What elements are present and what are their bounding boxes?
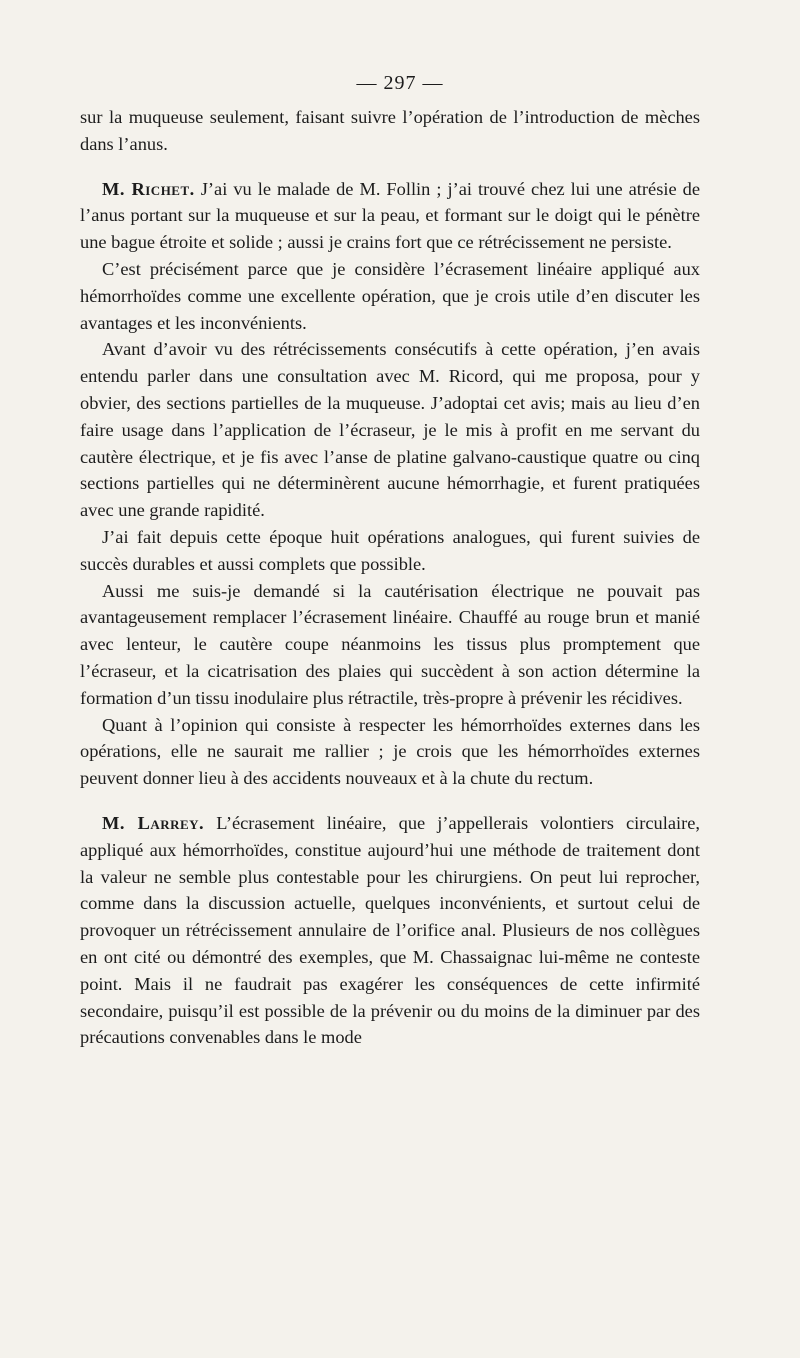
paragraph [80,712,700,792]
paragraph [80,336,700,524]
paragraph-text: J’ai vu le malade de M. Follin ; j’ai trouvé chez lui une atrésie de l’anus portant sur la muqueuse et sur la peau, et formant sur le doigt qui le pénètre une bague étroite et solide ; aussi je crains fort que ce rétrécissement ne persiste. [80,178,700,253]
paragraph-text: J’ai fait depuis cette époque huit opérations analogues, qui furent suivies de succès durables et aussi complets que possible. [80,526,700,574]
paragraph-text: Avant d’avoir vu des rétrécissements consécutifs à cette opération, j’en avais entendu parler dans une consultation avec M. Ricord, qui me proposa, pour y obvier, des sections partielles de la muqueuse. J’adoptai cet avis; mais au lieu d’en faire usage dans l’application de l’écraseur, je le mis à profit en me servant du cautère électrique, et je fis avec l’anse de platine galvano-caustique quatre ou cinq sections partielles qui ne déterminèrent aucune hémorrhagie, et furent pratiquées avec une grande rapidité. [80,339,700,521]
paragraph-text: sur la muqueuse seulement, faisant suivre l’opération de l’introduction de mèches dans l’anus. [80,107,700,154]
speaker-richet: M. Richet. [102,178,195,199]
paragraph-text: Quant à l’opinion qui consiste à respecter les hémorrhoïdes externes dans les opérations, elle ne saurait me rallier ; je crois que les hémorrhoïdes externes peuvent donner lieu à des accidents nouveaux et à la chute du rectum. [80,714,700,789]
paragraph-richet [80,176,700,256]
paragraph-continuation [80,104,700,158]
paragraph-larrey [80,810,700,1051]
paragraph-text: L’écrasement linéaire, que j’appellerais volontiers circulaire, appliqué aux hémorrhoïdes, constitue aujourd’hui une méthode de traitement dont la valeur ne semble plus contestable pour les chirurgiens. On peut lui reprocher, comme dans la discussion actuelle, quelques inconvénients, et surtout celui de provoquer un rétrécissement annulaire de l’orifice anal. Plusieurs de nos collègues en ont cité ou démontré des exemples, que M. Chassaignac lui-même ne conteste point. Mais il ne faudrait pas exagérer les conséquences de cette infirmité secondaire, puisqu’il est possible de la prévenir ou du moins de la diminuer par des précautions convenables dans le mode [80,812,700,1048]
paragraph-text: C’est précisément parce que je considère l’écrasement linéaire appliqué aux hémorrhoïdes comme une excellente opération, que je crois utile d’en discuter les avantages et les inconvénients. [80,258,700,333]
page-number: — 297 — [356,72,444,94]
speaker-larrey: M. Larrey. [102,812,205,833]
paragraph [80,256,700,336]
paragraph [80,578,700,712]
paragraph-text: Aussi me suis-je demandé si la cautérisation électrique ne pouvait pas avantageusement remplacer l’écrasement linéaire. Chauffé au rouge brun et manié avec lenteur, le cautère coupe néanmoins les tissus plus promptement que l’écraseur, et la cicatrisation des plaies qui succèdent à son action détermine la formation d’un tissu inodulaire plus rétractile, très-propre à prévenir les récidives. [80,580,700,708]
paragraph [80,524,700,578]
